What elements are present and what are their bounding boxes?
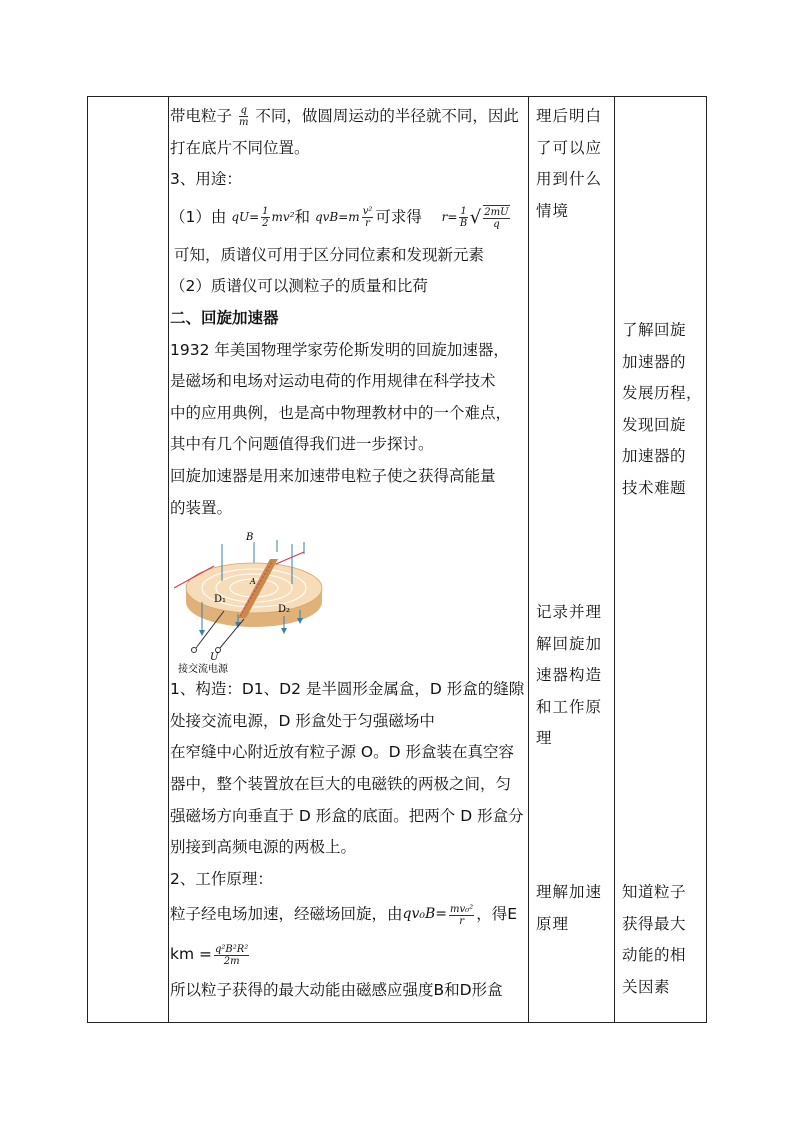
section-heading: 二、回旋加速器 xyxy=(170,308,279,327)
text-line: 1932 年美国物理学家劳伦斯发明的回旋加速器， xyxy=(170,340,509,359)
text-line: 处接交流电源，D 形盒处于匀强磁场中 xyxy=(170,711,435,730)
numerator: 1 xyxy=(460,206,467,218)
text-line: 获得最大 xyxy=(622,914,687,933)
text-line: 在窄缝中心附近放有粒子源 O。D 形盒装在真空容 xyxy=(170,743,514,762)
sqrt-icon: √ xyxy=(469,206,482,228)
fraction xyxy=(459,206,467,229)
numerator: 1 xyxy=(262,206,269,218)
equation: qvB=m xyxy=(314,209,360,224)
denominator: 2m xyxy=(223,955,240,967)
fraction xyxy=(261,206,269,229)
design-intent-cell xyxy=(622,315,702,505)
text-line: 理 xyxy=(536,729,553,748)
fraction xyxy=(239,105,248,128)
formula-line xyxy=(170,196,530,240)
section-heading: 3、用途： xyxy=(170,170,242,189)
fraction xyxy=(449,904,474,927)
cyclotron-figure xyxy=(170,524,530,674)
text-line: 原理 xyxy=(536,914,570,933)
denominator: r xyxy=(365,218,370,230)
label-d2: D₂ xyxy=(278,604,291,616)
text-line: 技术难题 xyxy=(622,478,687,497)
student-activity-cell xyxy=(536,877,608,940)
text-line: 回旋加速器是用来加速带电粒子使之获得高能量 xyxy=(170,466,496,485)
text-line: 发展历程， xyxy=(622,384,703,403)
text-line: 和工作原 xyxy=(536,697,603,716)
text-line: 所以粒子获得的最大动能由磁感应强度B和D形盒 xyxy=(170,981,503,1000)
formula-line xyxy=(170,935,530,975)
denominator: B xyxy=(459,218,468,230)
text: 可求得 xyxy=(375,207,422,226)
text-line xyxy=(170,101,530,133)
denominator: m xyxy=(238,117,249,128)
numerator: q xyxy=(240,105,247,116)
text-line: 可知，质谱仪可用于区分同位素和发现新元素 xyxy=(174,245,485,264)
text-line: 加速器的 xyxy=(622,447,687,466)
text-line: 理解加速 xyxy=(536,883,603,901)
label-b: B xyxy=(246,532,254,544)
text-line: 了可以应 xyxy=(536,138,603,157)
numerator: v² xyxy=(362,206,373,218)
equation: qU= xyxy=(231,209,260,224)
numerator: mv₀² xyxy=(450,903,474,915)
design-intent-cell xyxy=(622,877,702,1003)
text: 粒子经电场加速，经磁场回旋，由 xyxy=(170,905,403,924)
text-line: 1、构造：D1、D2 是半圆形金属盒，D 形盒的缝隙 xyxy=(170,680,525,699)
label-d1: D₁ xyxy=(214,594,227,606)
text-line: 知道粒子 xyxy=(622,883,687,901)
section-heading: 2、工作原理： xyxy=(170,869,273,888)
text-line: 的装置。 xyxy=(170,498,233,517)
numerator: q²B²R² xyxy=(215,943,249,955)
text: ，得E xyxy=(476,905,517,924)
student-activity-cell xyxy=(536,597,608,755)
text-line: 发现回旋 xyxy=(622,415,687,434)
text-line: 记录并理 xyxy=(536,603,603,621)
figure-caption: 接交流电源 xyxy=(178,664,228,675)
equation: qv₀B= xyxy=(402,906,448,923)
text-line: 关因素 xyxy=(622,977,671,996)
fraction xyxy=(362,206,374,229)
text: （1）由 xyxy=(170,207,227,226)
text: km = xyxy=(170,945,212,964)
denominator: q xyxy=(493,219,500,231)
label-a: A xyxy=(250,577,256,587)
text-line: 了解回旋 xyxy=(622,321,687,339)
denominator: r xyxy=(459,915,464,927)
text-line: 中的应用典例，也是高中物理教材中的一个难点， xyxy=(170,403,512,422)
text-line: 加速器的 xyxy=(622,352,687,371)
lesson-table xyxy=(87,96,707,1023)
text-line: 理后明白 xyxy=(536,107,603,125)
text-line: （2）质谱仪可以测粒子的质量和比荷 xyxy=(170,277,428,296)
denominator: 2 xyxy=(262,218,269,230)
numerator: 2mU xyxy=(484,207,509,219)
fraction xyxy=(483,205,509,230)
column-divider xyxy=(614,97,615,1022)
fraction xyxy=(214,944,249,967)
formula-line xyxy=(170,895,530,935)
main-content-cell xyxy=(170,101,530,1007)
text-line: 用到什么 xyxy=(536,170,603,189)
student-activity-cell xyxy=(536,101,608,227)
text-line: 其中有几个问题值得我们进一步探讨。 xyxy=(170,435,434,454)
text-line: 情境 xyxy=(536,201,570,220)
text-line: 速器构造 xyxy=(536,666,603,685)
equation: r= xyxy=(441,209,458,224)
cyclotron-diagram xyxy=(174,526,324,674)
text: 和 xyxy=(294,207,311,226)
text-line: 器中，整个装置放在巨大的电磁铁的两极之间，匀 xyxy=(170,774,512,793)
column-divider xyxy=(168,97,169,1022)
label-u: U xyxy=(210,652,219,664)
text-line: 是磁场和电场对运动电荷的作用规律在科学技术 xyxy=(170,372,496,391)
text: 不同，做圆周运动的半径就不同，因此 xyxy=(255,107,519,125)
text-line: 强磁场方向垂直于 D 形盒的底面。把两个 D 形盒分 xyxy=(170,806,524,825)
text: 带电粒子 xyxy=(170,107,233,125)
text-line: 解回旋加 xyxy=(536,634,603,653)
text-line: 动能的相 xyxy=(622,946,687,965)
text-line: 打在底片不同位置。 xyxy=(170,138,310,157)
equation: mv² xyxy=(271,209,295,224)
text-line: 别接到高频电源的两极上。 xyxy=(170,838,357,857)
